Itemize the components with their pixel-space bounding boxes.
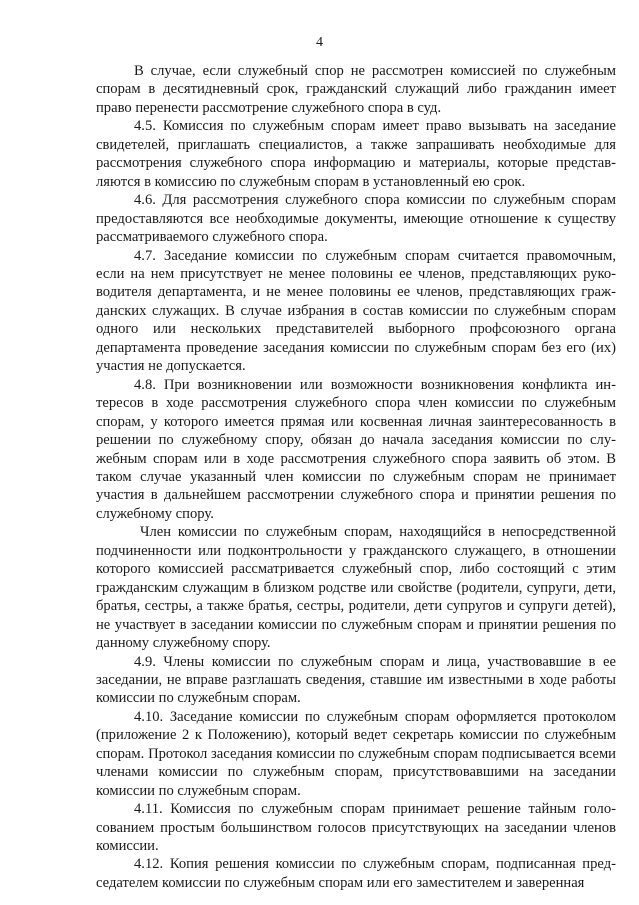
paragraph-4-6: 4.6. Для рассмотрения служебного спора комиссии по служебным спорам предоставляются все необходимые документы, имеющие отношение к существу рассматриваемого служебного спора. bbox=[96, 192, 616, 246]
paragraph-court-appeal: В случае, если служебный спор не рассмотрен комиссией по служебным спорам в десятидневный срок, гражданский служащий либо гражданин имеет право перенести рассмотрение служебного спора в суд. bbox=[96, 63, 616, 116]
paragraph-4-12: 4.12. Копия решения комиссии по служебным спорам, подписанная председателем комиссии по служебным спорам или его заместителем и заверенная bbox=[96, 856, 616, 891]
paragraph-4-9: 4.9. Члены комиссии по служебным спорам и лица, участвовавшие в ее заседании, не вправе разглашать сведения, ставшие им известными в ходе работы комиссии по служебным спорам. bbox=[96, 653, 616, 707]
paragraph-4-11: 4.11. Комиссия по служебным спорам принимает решение тайным голосованием простым большинством голосов присутствующих на заседании членов комиссии. bbox=[96, 801, 616, 855]
paragraph-4-10: 4.10. Заседание комиссии по служебным спорам оформляется протоколом (приложение 2 к Положению), который ведет секретарь комиссии по служебным спорам. Протокол заседания комиссии по служебным спорам подписывается всеми членами комиссии по служебным спорам, присутствовавшими на заседании комиссии по служебным спорам. bbox=[96, 708, 616, 799]
paragraph-4-5: 4.5. Комиссия по служебным спорам имеет право вызывать на заседание свидетелей, приглашать специалистов, а также запрашивать необходимые для рассмотрения служебного спора информацию и материалы, которые представляются в комиссию по служебным спорам в установленный ею срок. bbox=[96, 118, 616, 190]
paragraph-4-7: 4.7. Заседание комиссии по служебным спорам считается правомочным, если на нем присутствует не менее половины ее членов, представляющих руководителя департамента, и не менее половины ее членов, представляющих гражданских служащих. В случае избрания в состав комиссии по служебным спорам одного или нескольких представителей выборного профсоюзного органа департамента проведение заседания комиссии по служебным спорам без его (их) участия не допускается. bbox=[96, 247, 616, 375]
page-number: 4 bbox=[316, 35, 323, 50]
paragraph-conflict-member: Член комиссии по служебным спорам, находящийся в непосредственной подчиненности или подконтрольности у гражданского служащего, в отношении которого комиссией рассматривается служебный спор, либо состоящий с этим гражданским служащим в близком родстве или свойстве (родители, супруги, дети, братья, сестры, а также братья, сестры, родители, дети супругов и супруги детей), не участвует в заседании комиссии по служебным спорам и принятии решения по данному служебному спору. bbox=[96, 524, 616, 652]
paragraph-4-8: 4.8. При возникновении или возможности возникновения конфликта интересов в ходе рассмотрения служебного спора член комиссии по служебным спорам, у которого имеется прямая или косвенная личная заинтересованность в решении по служебному спору, обязан до начала заседания комиссии по служебным спорам или в ходе рассмотрения служебного спора заявить об этом. В таком случае указанный член комиссии по служебным спорам не принимает участия в дальнейшем рассмотрении служебного спора и принятии решения по служебному спору. bbox=[96, 376, 616, 522]
document-body bbox=[96, 62, 616, 892]
